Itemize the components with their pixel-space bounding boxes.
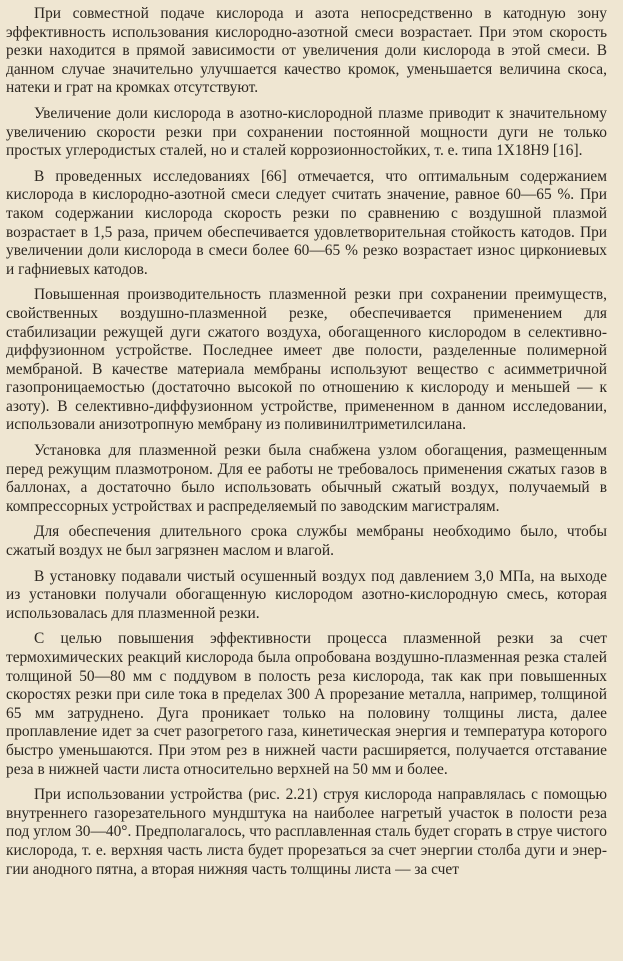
paragraph-4: Повышенная производительность плазменной резки при сохранении преимуществ, свойственных воздушно-плазменной резке, обеспечивается применением для стабилизации режущей дуги сжатого воздуха, обогащенного кислородом в селективно-диффузионном устройстве. Последнее имеет две полости, разделенные полимерной мембраной. В качестве материала мембраны используют вещество с асимметричной газопроницаемостью (достаточно высокой по отношению к кислороду и меньшей — к азоту). В селективно-диффузионном устройстве, примененном в данном исследовании, использовали анизотропную мембрану из поливинилтриметилсилана. — [6, 286, 607, 434]
paragraph-8: С целью повышения эффективности процесса плазменной резки за счет термохимических реакций кислорода была опробована воздушно-плазменная резка сталей толщиной 50—80 мм с поддувом в полость реза кислорода, так как при повышенных скоростях резки при силе тока в пределах 300 А прорезание металла, например, толщиной 65 мм затруднено. Дуга проникает только на половину толщины листа, далее проплавление идет за счет разогретого газа, кинетическая энергия и температура которого быстро уменьшаются. При этом рез в нижней части расширяется, получается отставание реза в нижней части листа относительно верхней на 50 мм и более. — [6, 630, 607, 778]
paragraph-1: При совместной подаче кислорода и азота непосредственно в катодную зону эффективность использования кислородно-азотной смеси возрастает. При этом скорость резки находится в прямой зависимости от увеличения доли кислорода в этой смеси. В данном случае значительно улучшается качество кромок, уменьшается величина скоса, натеки и грат на кромках отсутствуют. — [6, 5, 607, 97]
paragraph-5: Установка для плазменной резки была снабжена узлом обогащения, размещенным перед режущим плазмотроном. Для ее работы не требовалось применения сжатых газов в баллонах, а достаточно было использовать обычный сжатый воздух, получаемый в компрессорных устройствах и распределяемый по заводским магистралям. — [6, 442, 607, 515]
paragraph-7: В установку подавали чистый осушенный воздух под давлением 3,0 МПа, на выходе из установки получали обогащенную кислородом азотно-кислородную смесь, которая использовалась для плазменной резки. — [6, 567, 607, 622]
paragraph-2: Увеличение доли кислорода в азотно-кислородной плазме приводит к значительному увеличению скорости резки при сохранении постоянной мощности дуги не только простых углеродистых сталей, но и сталей коррозионностойких, т. е. типа 1Х18Н9 [16]. — [6, 104, 607, 160]
paragraph-9: При использовании устройства (рис. 2.21) струя кислорода направлялась с помощью внутреннего газорезательного мундштука на наиболее нагретый участок в полости реза под углом 30—40°. Предполагалось, что расплавленная сталь будет сгорать в струе чистого кислорода, т. е. верхняя часть листа будет прорезаться за счет энергии столба дуги и энергии анодного пятна, а вторая нижняя часть толщины листа — за счет — [6, 786, 607, 878]
paragraph-3: В проведенных исследованиях [66] отмечается, что оптимальным содержанием кислорода в кислородно-азотной смеси следует считать значение, равное 60—65 %. При таком содержании кислорода скорость резки по сравнению с воздушной плазмой возрастает в 1,5 раза, причем обеспечивается удовлетворительная стойкость катодов. При увеличении доли кислорода в смеси более 60—65 % резко возрастает износ циркониевых и гафниевых катодов. — [6, 167, 607, 278]
paragraph-6: Для обеспечения длительного срока службы мембраны необходимо было, чтобы сжатый воздух не был загрязнен маслом и влагой. — [6, 523, 607, 560]
